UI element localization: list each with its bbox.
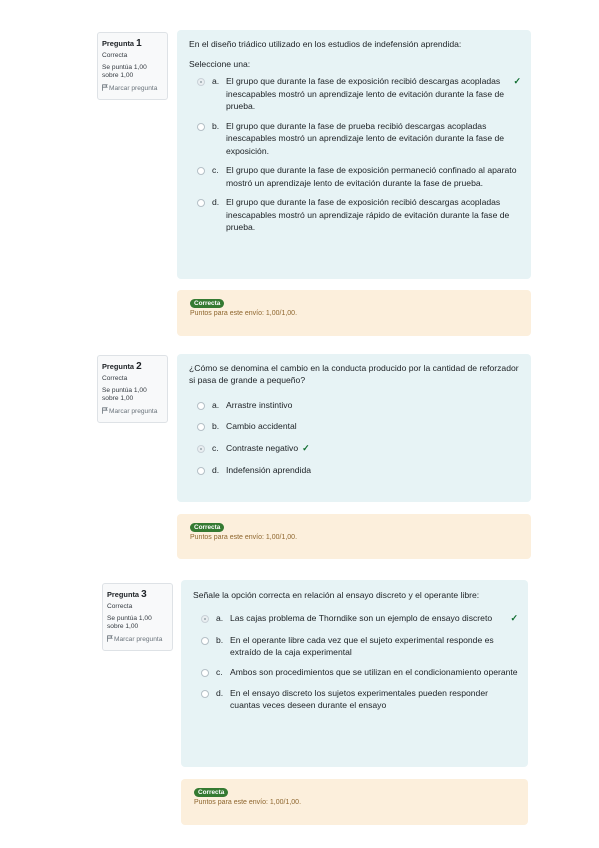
radio-button[interactable] <box>197 423 205 431</box>
answer-letter: d. <box>212 464 220 475</box>
question-number: Pregunta 3 <box>107 589 147 600</box>
radio-button[interactable] <box>201 669 209 677</box>
answer-option-d[interactable] <box>189 196 521 233</box>
question-text: ¿Cómo se denomina el cambio en la conducta producido por la cantidad de reforzador si pasa de grande a pequeño? <box>189 363 519 386</box>
answer-text: Cambio accidental <box>226 421 297 432</box>
radio-button[interactable] <box>197 445 205 453</box>
grading-details: Puntos para este envío: 1,00/1,00. <box>190 310 298 317</box>
question-feedback-1 <box>177 290 531 336</box>
check-icon: ✓ <box>510 613 518 624</box>
question-info-1 <box>97 32 168 100</box>
check-icon: ✓ <box>513 76 521 87</box>
radio-button[interactable] <box>201 637 209 645</box>
grading-details: Puntos para este envío: 1,00/1,00. <box>190 534 298 541</box>
answer-text: Contraste negativo <box>226 442 299 453</box>
flag-question-link[interactable]: Marcar pregunta <box>102 407 164 417</box>
answer-option-d[interactable] <box>189 464 521 476</box>
answer-letter: a. <box>212 76 220 87</box>
question-info-2 <box>97 355 168 423</box>
answer-text: El grupo que durante la fase de prueba recibió descargas acopladas inescapables mostró un aprendizaje lento de evitación durante la fase de exposición. <box>226 120 505 156</box>
grading-details: Puntos para este envío: 1,00/1,00. <box>194 799 302 806</box>
answer-option-d[interactable] <box>193 687 518 712</box>
answer-option-c[interactable] <box>193 666 518 678</box>
answer-letter: c. <box>216 667 223 678</box>
answer-option-b[interactable] <box>189 120 521 157</box>
question-number: Pregunta 1 <box>102 38 142 49</box>
flag-icon <box>102 407 108 414</box>
question-number: Pregunta 2 <box>102 361 142 372</box>
radio-button[interactable] <box>197 402 205 410</box>
question-content-2 <box>177 354 531 502</box>
answer-text: El grupo que durante la fase de exposición recibió descargas acopladas inescapables mostró un aprendizaje lento de evitación durante la fase de prueba. <box>226 76 505 112</box>
answer-list <box>189 399 521 476</box>
answer-prompt: Seleccione una: <box>189 59 251 70</box>
question-info-3 <box>102 583 173 651</box>
question-grade: Se puntúa 1,00 sobre 1,00 <box>107 614 152 631</box>
answer-text: En el operante libre cada vez que el sujeto experimental responde es extraído de la caja experimental <box>230 634 494 657</box>
answer-letter: c. <box>212 165 219 176</box>
answer-text: Arrastre instintivo <box>226 399 293 410</box>
radio-button[interactable] <box>197 467 205 475</box>
question-content-3 <box>181 580 528 767</box>
correct-badge: Correcta <box>190 523 224 532</box>
question-content-1 <box>177 30 531 279</box>
radio-button[interactable] <box>201 615 209 623</box>
flag-icon <box>107 635 113 642</box>
answer-text: El grupo que durante la fase de exposición permaneció confinado al aparato mostró un aprendizaje lento de evitación durante la fase de prueba. <box>226 165 517 188</box>
answer-letter: b. <box>212 421 220 432</box>
flag-question-link[interactable]: Marcar pregunta <box>102 84 164 94</box>
radio-button[interactable] <box>197 123 205 131</box>
radio-button[interactable] <box>197 199 205 207</box>
flag-question-link[interactable]: Marcar pregunta <box>107 635 169 645</box>
answer-option-c[interactable] <box>189 442 521 455</box>
answer-list <box>189 75 521 233</box>
question-feedback-2 <box>177 514 531 559</box>
question-text: Señale la opción correcta en relación al ensayo discreto y el operante libre: <box>193 590 480 600</box>
question-state: Correcta <box>107 603 133 610</box>
question-grade: Se puntúa 1,00 sobre 1,00 <box>102 63 147 80</box>
question-feedback-3 <box>181 779 528 825</box>
answer-option-a[interactable] <box>189 399 521 411</box>
answer-option-c[interactable] <box>189 164 521 189</box>
answer-text: En el ensayo discreto los sujetos experimentales pueden responder cuantas veces deseen durante el ensayo <box>230 687 488 711</box>
answer-text: Indefensión aprendida <box>226 464 312 475</box>
question-text: En el diseño triádico utilizado en los estudios de indefensión aprendida: <box>189 39 462 49</box>
question-state: Correcta <box>102 52 128 59</box>
correct-badge: Correcta <box>194 788 228 797</box>
answer-letter: d. <box>212 197 220 208</box>
answer-letter: d. <box>216 687 224 698</box>
answer-text: El grupo que durante la fase de exposición recibió descargas acopladas inescapables mostró un aprendizaje rápido de evitación durante la fase de prueba. <box>226 197 510 232</box>
answer-option-b[interactable] <box>189 420 521 432</box>
question-grade: Se puntúa 1,00 sobre 1,00 <box>102 386 147 403</box>
answer-letter: b. <box>216 634 224 645</box>
answer-text: Las cajas problema de Thorndike son un ejemplo de ensayo discreto <box>230 613 493 624</box>
flag-icon <box>102 84 108 91</box>
question-state: Correcta <box>102 375 128 382</box>
answer-letter: a. <box>212 399 220 410</box>
answer-list <box>193 612 518 711</box>
check-icon: ✓ <box>302 442 310 453</box>
correct-badge: Correcta <box>190 299 224 308</box>
radio-button[interactable] <box>197 78 205 86</box>
answer-letter: c. <box>212 442 219 453</box>
answer-letter: b. <box>212 120 220 131</box>
answer-option-b[interactable] <box>193 634 518 659</box>
answer-text: Ambos son procedimientos que se utilizan en el condicionamiento operante <box>230 667 518 678</box>
radio-button[interactable] <box>197 167 205 175</box>
radio-button[interactable] <box>201 690 209 698</box>
answer-option-a[interactable] <box>193 612 518 625</box>
answer-option-a[interactable] <box>189 75 521 112</box>
answer-letter: a. <box>216 613 224 624</box>
